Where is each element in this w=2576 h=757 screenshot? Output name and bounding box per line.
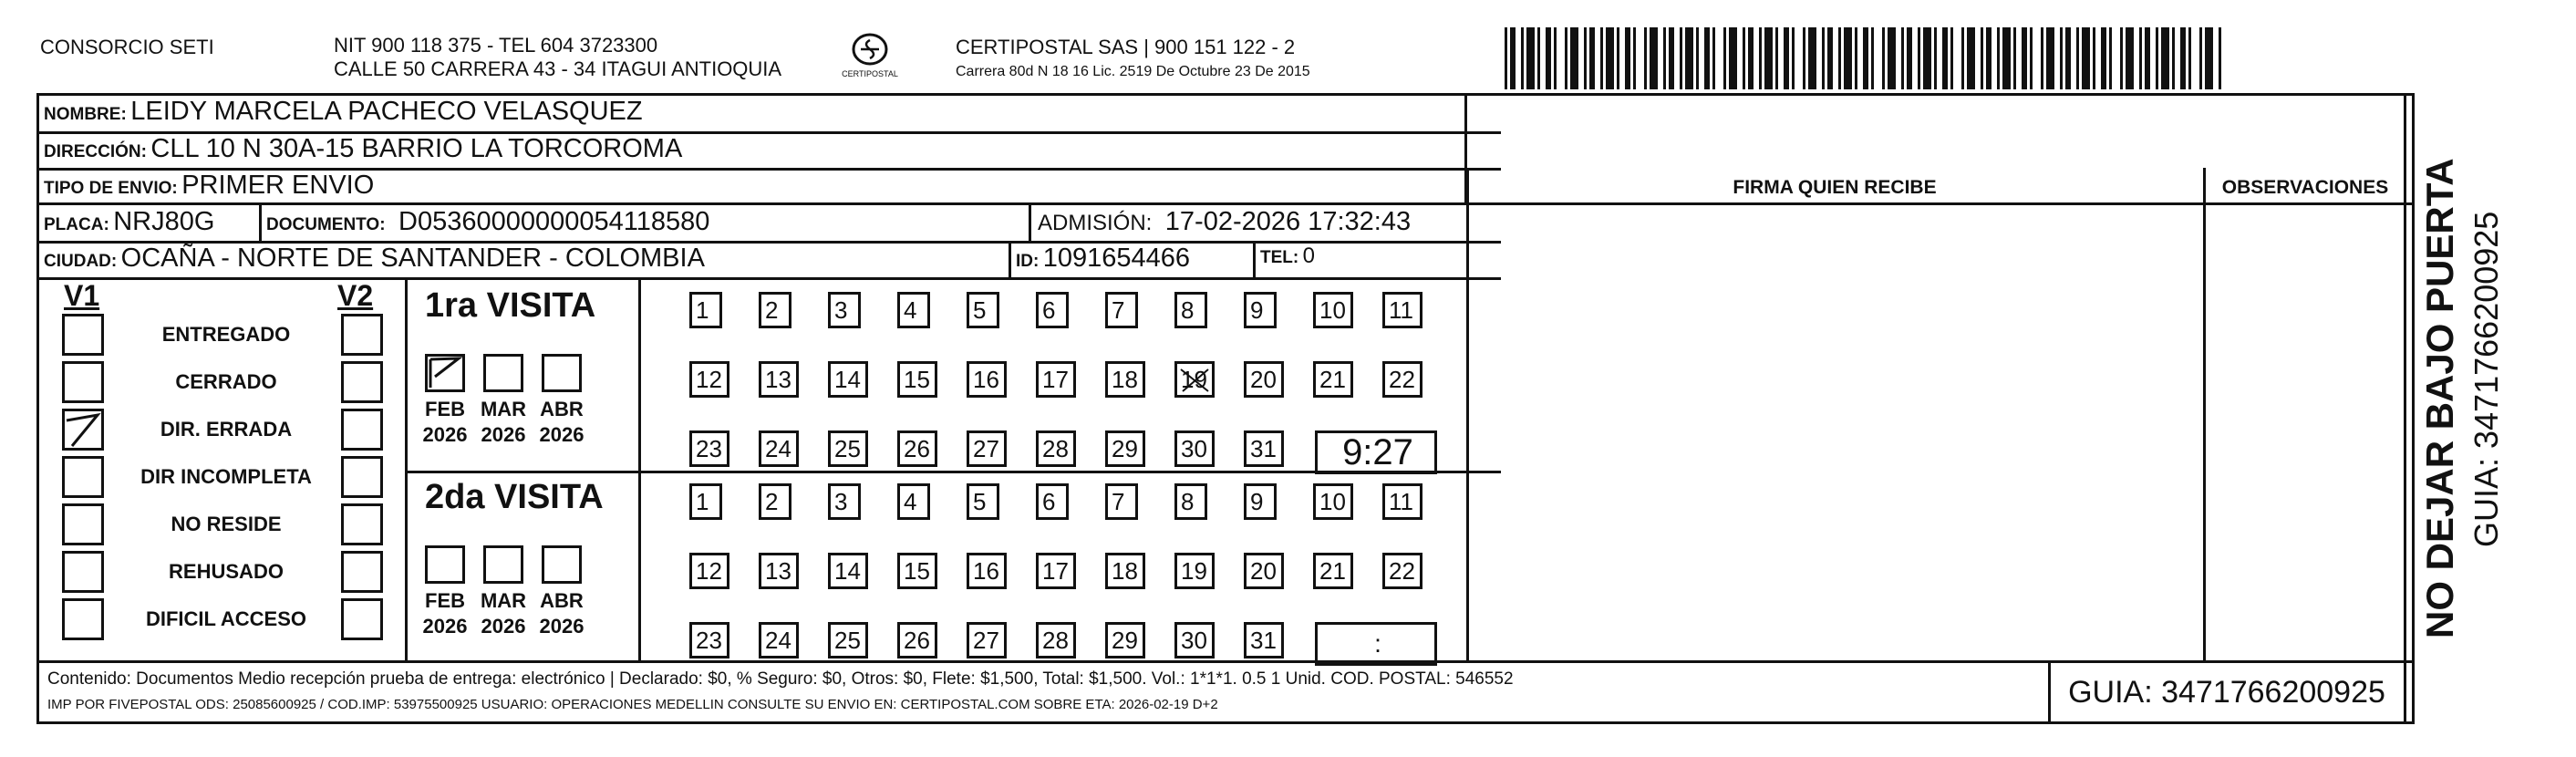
second-visit-month-checkbox[interactable] — [542, 545, 582, 584]
first-visit-month-checkbox[interactable] — [425, 354, 465, 392]
tipo-label: TIPO DE ENVIO: — [44, 179, 178, 198]
first-visit-day-box[interactable]: 20 — [1244, 361, 1284, 398]
second-visit-day-box[interactable]: 17 — [1036, 553, 1076, 589]
ciudad-row — [44, 244, 705, 274]
first-visit-month-checkbox[interactable] — [542, 354, 582, 392]
frame-line — [1009, 241, 1011, 277]
tel-row — [1260, 244, 1315, 269]
side-warning: NO DEJAR BAJO PUERTA — [2418, 158, 2461, 638]
cross-mark-icon — [1177, 364, 1214, 397]
second-visit-day-box[interactable]: 14 — [828, 553, 868, 589]
second-visit-day-box[interactable]: 31 — [1244, 622, 1284, 658]
first-visit-year-label: 2026 — [539, 423, 585, 446]
first-visit-month-label: FEB — [425, 398, 465, 420]
first-visit-day-box[interactable]: 14 — [828, 361, 868, 398]
status-label: DIFICIL ACCESO — [145, 607, 306, 630]
first-visit-day-box[interactable]: 30 — [1174, 430, 1215, 467]
second-visit-day-box[interactable]: 12 — [689, 553, 729, 589]
tel-label: TEL: — [1260, 248, 1299, 267]
second-visit-day-box[interactable]: 7 — [1105, 483, 1138, 520]
second-visit-day-box[interactable]: 22 — [1382, 553, 1422, 589]
first-visit-day-box[interactable]: 21 — [1313, 361, 1353, 398]
first-visit-day-box[interactable]: 31 — [1244, 430, 1284, 467]
v1-checkbox[interactable] — [62, 409, 104, 451]
frame-line — [1253, 241, 1256, 277]
second-visit-day-box[interactable]: 16 — [967, 553, 1007, 589]
second-visit-day-box[interactable]: 18 — [1105, 553, 1145, 589]
v2-checkbox[interactable] — [341, 409, 383, 451]
v2-checkbox[interactable] — [341, 456, 383, 498]
frame-line — [2203, 168, 2206, 660]
footer-content: Contenido: Documentos Medio recepción prueba de entrega: electrónico | Declarado: $0, % Seguro: $0, Otros: $0, Flete: $1,500, Total: $1,500. Vol.: 1*1*1. 0.5 1 Unid. COD. POSTAL: 546552 — [47, 669, 1514, 689]
documento-value: D05360000000054118580 — [398, 207, 710, 236]
first-visit-day-box[interactable]: 13 — [759, 361, 799, 398]
company-name: CONSORCIO SETI — [40, 36, 214, 58]
logo-text: CERTIPOSTAL — [842, 69, 898, 78]
v1-checkbox[interactable] — [62, 314, 104, 356]
first-visit-day-box[interactable]: 17 — [1036, 361, 1076, 398]
carrier-name: CERTIPOSTAL SAS | 900 151 122 - 2 — [956, 36, 1296, 58]
first-visit-time-box[interactable]: 9:27 — [1315, 430, 1437, 474]
direccion-row — [44, 134, 682, 164]
first-visit-title: 1ra VISITA — [425, 286, 596, 325]
first-visit-month-checkbox[interactable] — [483, 354, 523, 392]
second-visit-day-box[interactable]: 26 — [897, 622, 937, 658]
admision-value: 17-02-2026 17:32:43 — [1164, 207, 1412, 236]
second-visit-day-box[interactable]: 15 — [897, 553, 937, 589]
first-visit-day-box[interactable]: 11 — [1382, 292, 1422, 328]
v1-header: V1 — [64, 279, 100, 312]
frame-line — [2404, 93, 2406, 724]
v2-checkbox[interactable] — [341, 314, 383, 356]
second-visit-day-box[interactable]: 9 — [1244, 483, 1277, 520]
second-visit-day-box[interactable]: 6 — [1036, 483, 1069, 520]
first-visit-day-box[interactable]: 19 — [1174, 361, 1215, 398]
tipo-value: PRIMER ENVIO — [181, 171, 375, 200]
second-visit-time-box[interactable]: : — [1315, 622, 1437, 666]
frame-line — [36, 277, 1501, 280]
second-visit-day-box[interactable]: 1 — [689, 483, 722, 520]
second-visit-month-checkbox[interactable] — [483, 545, 523, 584]
v2-checkbox[interactable] — [341, 551, 383, 593]
frame-line — [638, 277, 641, 660]
second-visit-day-box[interactable]: 23 — [689, 622, 729, 658]
first-visit-day-box[interactable]: 10 — [1313, 292, 1353, 328]
documento-label: DOCUMENTO: — [266, 215, 386, 234]
first-visit-day-box[interactable]: 1 — [689, 292, 722, 328]
first-visit-day-box[interactable]: 24 — [759, 430, 799, 467]
placa-value: NRJ80G — [113, 207, 215, 236]
firma-header: FIRMA QUIEN RECIBE — [1733, 177, 1937, 198]
placa-row — [44, 207, 214, 237]
first-visit-day-box[interactable]: 2 — [759, 292, 791, 328]
second-visit-month-label: MAR — [480, 589, 527, 612]
nombre-label: NOMBRE: — [44, 105, 127, 124]
first-visit-day-box[interactable]: 4 — [897, 292, 930, 328]
status-label: CERRADO — [175, 370, 277, 393]
first-visit-day-box[interactable]: 15 — [897, 361, 937, 398]
v1-checkbox[interactable] — [62, 503, 104, 545]
check-mark-icon — [428, 357, 462, 389]
frame-line — [1464, 93, 1467, 204]
placa-label: PLACA: — [44, 215, 109, 234]
frame-line — [36, 202, 2415, 205]
first-visit-day-box[interactable]: 25 — [828, 430, 868, 467]
second-visit-day-box[interactable]: 28 — [1036, 622, 1076, 658]
tipo-row — [44, 171, 374, 201]
id-row — [1016, 244, 1190, 274]
second-visit-day-box[interactable]: 13 — [759, 553, 799, 589]
second-visit-day-box[interactable]: 24 — [759, 622, 799, 658]
second-visit-day-box[interactable]: 29 — [1105, 622, 1145, 658]
company-nit-tel: NIT 900 118 375 - TEL 604 3723300 — [334, 34, 658, 57]
second-visit-day-box[interactable]: 2 — [759, 483, 791, 520]
second-visit-day-box[interactable]: 20 — [1244, 553, 1284, 589]
direccion-label: DIRECCIÓN: — [44, 142, 147, 161]
second-visit-title: 2da VISITA — [425, 478, 604, 516]
first-visit-day-box[interactable]: 22 — [1382, 361, 1422, 398]
v2-checkbox[interactable] — [341, 598, 383, 640]
second-visit-day-box[interactable]: 30 — [1174, 622, 1215, 658]
status-label: NO RESIDE — [171, 513, 282, 535]
company-address: CALLE 50 CARRERA 43 - 34 ITAGUI ANTIOQUIA — [334, 57, 782, 80]
documento-row — [266, 207, 709, 237]
second-visit-month-label: FEB — [425, 589, 465, 612]
first-visit-day-box[interactable]: 23 — [689, 430, 729, 467]
second-visit-year-label: 2026 — [539, 615, 585, 638]
v1-checkbox[interactable] — [62, 598, 104, 640]
footer-guia-box: GUIA: 3471766200925 — [2068, 675, 2385, 710]
frame-line — [2048, 660, 2051, 724]
id-label: ID: — [1016, 252, 1040, 271]
nombre-value: LEIDY MARCELA PACHECO VELASQUEZ — [130, 97, 643, 126]
frame-line — [405, 277, 408, 660]
second-visit-day-box[interactable]: 8 — [1174, 483, 1207, 520]
v1-checkbox[interactable] — [62, 456, 104, 498]
first-visit-year-label: 2026 — [481, 423, 526, 446]
first-visit-month-label: ABR — [540, 398, 584, 420]
nombre-row — [44, 97, 643, 127]
second-visit-day-box[interactable]: 4 — [897, 483, 930, 520]
first-visit-day-box[interactable]: 7 — [1105, 292, 1138, 328]
certipostal-logo — [837, 31, 903, 82]
id-value: 1091654466 — [1042, 244, 1191, 273]
v1-checkbox[interactable] — [62, 361, 104, 403]
status-label: DIR. ERRADA — [160, 418, 293, 441]
second-visit-year-label: 2026 — [481, 615, 526, 638]
first-visit-day-box[interactable]: 18 — [1105, 361, 1145, 398]
first-visit-day-box[interactable]: 28 — [1036, 430, 1076, 467]
status-label: ENTREGADO — [161, 323, 291, 346]
ciudad-value: OCAÑA - NORTE DE SANTANDER - COLOMBIA — [120, 244, 705, 273]
first-visit-day-box[interactable]: 26 — [897, 430, 937, 467]
frame-line — [1466, 168, 1469, 660]
v1-checkbox[interactable] — [62, 551, 104, 593]
admision-label: ADMISIÓN: — [1038, 211, 1153, 235]
second-visit-day-box[interactable]: 19 — [1174, 553, 1215, 589]
first-visit-day-box[interactable]: 29 — [1105, 430, 1145, 467]
admision-row — [1038, 207, 1411, 237]
frame-line — [259, 204, 262, 241]
observaciones-header: OBSERVACIONES — [2221, 177, 2389, 198]
first-visit-day-box[interactable]: 16 — [967, 361, 1007, 398]
footer-imp: IMP POR FIVEPOSTAL ODS: 25085600925 / COD.IMP: 53975500925 USUARIO: OPERACIONES MEDELLIN CONSULTE SU ENVIO EN: CERTIPOSTAL.COM SOBRE ETA: 2026-02-19 D+2 — [47, 697, 1218, 712]
second-visit-day-box[interactable]: 27 — [967, 622, 1007, 658]
first-visit-year-label: 2026 — [422, 423, 468, 446]
first-visit-month-label: MAR — [480, 398, 527, 420]
first-visit-day-box[interactable]: 3 — [828, 292, 861, 328]
second-visit-day-box[interactable]: 3 — [828, 483, 861, 520]
status-label: DIR INCOMPLETA — [140, 465, 312, 488]
v2-checkbox[interactable] — [341, 503, 383, 545]
second-visit-year-label: 2026 — [422, 615, 468, 638]
tel-value: 0 — [1302, 244, 1316, 268]
direccion-value: CLL 10 N 30A-15 BARRIO LA TORCOROMA — [150, 134, 683, 163]
second-visit-day-box[interactable]: 5 — [967, 483, 999, 520]
carrier-license: Carrera 80d N 18 16 Lic. 2519 De Octubre 23 De 2015 — [956, 64, 1310, 79]
second-visit-month-checkbox[interactable] — [425, 545, 465, 584]
frame-line — [1029, 204, 1031, 241]
first-visit-day-box[interactable]: 6 — [1036, 292, 1069, 328]
first-visit-day-box[interactable]: 12 — [689, 361, 729, 398]
second-visit-day-box[interactable]: 25 — [828, 622, 868, 658]
check-mark-icon — [65, 411, 101, 448]
v2-checkbox[interactable] — [341, 361, 383, 403]
status-label: REHUSADO — [169, 560, 284, 583]
frame-line — [36, 660, 2415, 663]
first-visit-day-box[interactable]: 8 — [1174, 292, 1207, 328]
second-visit-month-label: ABR — [540, 589, 584, 612]
second-visit-day-box[interactable]: 10 — [1313, 483, 1353, 520]
first-visit-day-box[interactable]: 27 — [967, 430, 1007, 467]
second-visit-day-box[interactable]: 11 — [1382, 483, 1422, 520]
first-visit-day-box[interactable]: 5 — [967, 292, 999, 328]
ciudad-label: CIUDAD: — [44, 252, 118, 271]
barcode — [1503, 27, 2229, 89]
first-visit-day-box[interactable]: 9 — [1244, 292, 1277, 328]
second-visit-day-box[interactable]: 21 — [1313, 553, 1353, 589]
side-guia: GUIA: 3471766200925 — [2467, 211, 2505, 547]
v2-header: V2 — [337, 279, 374, 312]
